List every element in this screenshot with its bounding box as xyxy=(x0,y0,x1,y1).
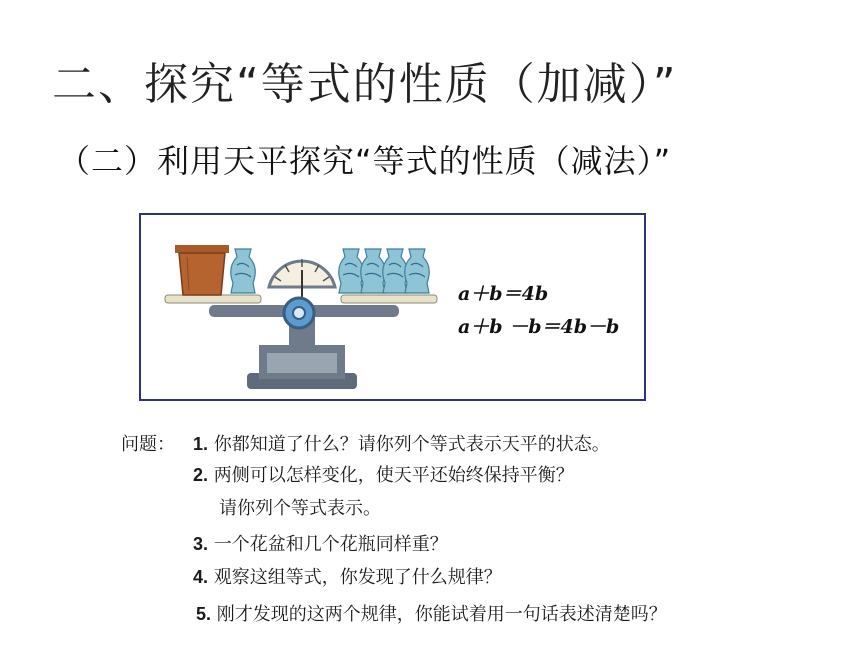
page-title: 二、探究“等式的性质（加减）” xyxy=(52,59,678,110)
question-2-continued: 请你列个等式表示。 xyxy=(219,498,381,519)
question-2: 2. 两侧可以怎样变化，使天平还始终保持平衡？ xyxy=(193,465,574,486)
equation-2: a＋b －b＝4b－b xyxy=(458,316,620,338)
equation-1: a＋b＝4b xyxy=(458,283,549,305)
question-4: 4. 观察这组等式，你发现了什么规律？ xyxy=(193,567,502,588)
question-5: 5. 刚才发现的这两个规律，你能试着用一句话表述清楚吗？ xyxy=(196,604,667,625)
section-subtitle: （二）利用天平探究“等式的性质（减法）” xyxy=(58,142,672,180)
question-1: 1. 你都知道了什么？请你列个等式表示天平的状态。 xyxy=(193,434,610,455)
question-3: 3. 一个花盆和几个花瓶同样重？ xyxy=(193,534,448,555)
questions-prefix: 问题： xyxy=(121,434,175,455)
